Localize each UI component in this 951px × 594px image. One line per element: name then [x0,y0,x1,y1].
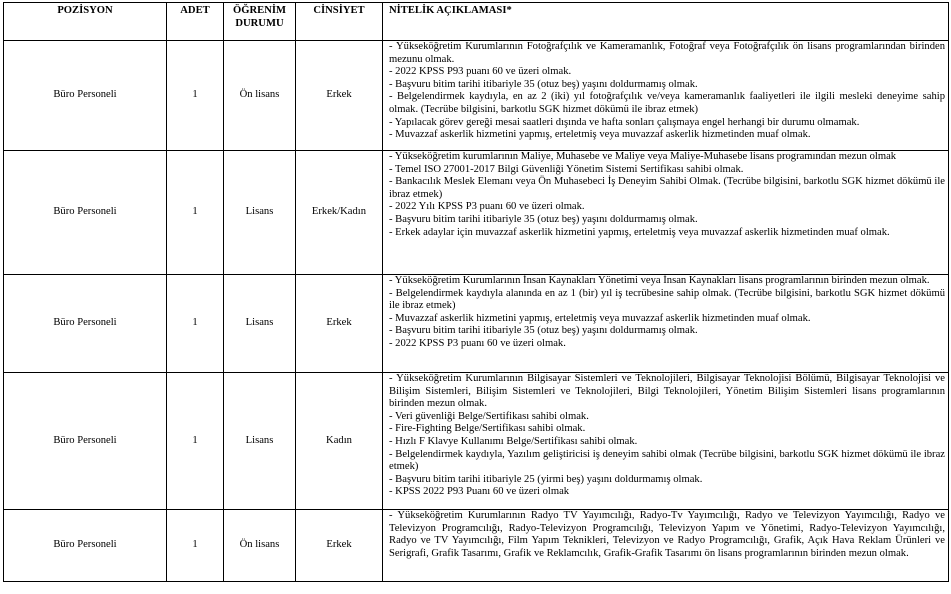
education-cell: Lisans [224,151,296,275]
qualification-item: - Bankacılık Meslek Elemanı veya Ön Muhasebeci İş Deneyim Sahibi Olmak. (Tecrübe bilgisini, barkotlu SGK hizmet dökümü ile ibraz etmek) [389,176,945,200]
position-cell: Büro Personeli [4,275,167,373]
gender-cell: Erkek [296,41,383,151]
position-cell: Büro Personeli [4,41,167,151]
qualification-item: - Başvuru bitim tarihi itibariyle 25 (yirmi beş) yaşını doldurmamış olmak. [389,473,703,485]
qualification-cell [383,41,949,151]
table-row [4,373,949,510]
qualification-item: - Temel ISO 27001-2017 Bilgi Güvenliği Yönetim Sistemi Sertifikası sahibi olmak. [389,163,744,175]
qualification-item: - Belgelendirmek kaydıyla alanında en az 1 (bir) yıl iş tecrübesine sahip olmak. (Tecrübe bilgisini, barkotlu SGK hizmet dökümü ile ibraz etmek) [389,287,945,312]
qualification-item: - KPSS 2022 P93 Puanı 60 ve üzeri olmak [389,486,570,498]
qualification-item: - Yükseköğretim kurumlarının Maliye, Muhasebe ve Maliye veya Maliye-Muhasebe lisans programından mezun olmak [389,151,897,162]
qualification-cell [383,275,949,373]
qualification-item: - Veri güvenliği Belge/Sertifikası sahibi olmak. [389,410,589,422]
table-row [4,41,949,151]
header-gender: CİNSİYET [296,3,383,41]
gender-cell: Kadın [296,373,383,510]
header-qualification: NİTELİK AÇIKLAMASI* [383,3,949,41]
qualification-cell [383,373,949,510]
qualification-item: - Yükseköğretim Kurumlarının Radyo TV Yayımcılığı, Radyo-Tv Yayımcılığı, Radyo ve Televizyon Yayımcılığı, Radyo ve Televizyon Programcılığı, Radyo-Televizyon Programcılığı, Televizyon Yapım ve Yönetimi, Radyo-Televizyon Yayımcılığı, Radyo ve TV Yayımcılığı, Film Yapım Teknikleri, Televizyon ve Radyo Programcılığı, Grafik, Açık Hava Reklam Ürünleri ve Serigrafi, Grafik Tasarımı, Grafik ve Reklamcılık, Grafik-Grafik Tasarımı ön lisans programlarının birinden mezun olmak. [389,510,945,559]
education-cell: Lisans [224,373,296,510]
header-education: ÖĞRENİM DURUMU [224,3,296,41]
position-cell: Büro Personeli [4,151,167,275]
count-cell: 1 [167,373,224,510]
education-cell: Ön lisans [224,510,296,582]
position-cell: Büro Personeli [4,510,167,582]
count-cell: 1 [167,510,224,582]
qualification-item: - Muvazzaf askerlik hizmetini yapmış, erteletmiş veya muvazzaf askerlik hizmetinden muaf olmak. [389,312,811,324]
qualification-item: - Yapılacak görev gereği mesai saatleri dışında ve hafta sonları çalışmaya engel herhangi bir durumu olmamak. [389,116,860,128]
table-row [4,151,949,275]
header-position: POZİSYON [4,3,167,41]
count-cell: 1 [167,151,224,275]
qualification-cell [383,151,949,275]
positions-table [3,2,949,582]
education-cell: Ön lisans [224,41,296,151]
gender-cell: Erkek/Kadın [296,151,383,275]
table-row [4,510,949,582]
qualification-item: - Yükseköğretim Kurumlarının İnsan Kaynakları Yönetimi veya İnsan Kaynakları lisans programlarının birinden mezun olmak. [389,275,930,286]
table-row [4,275,949,373]
qualification-item: - Hızlı F Klavye Kullanımı Belge/Sertifikası sahibi olmak. [389,435,638,447]
qualification-item: - 2022 Yılı KPSS P3 puanı 60 ve üzeri olmak. [389,201,585,213]
qualification-item: - Yükseköğretim Kurumlarının Fotoğrafçılık ve Kameramanlık, Fotoğraf veya Fotoğrafçılık ön lisans programlarından birinden mezunu olmak. [389,41,945,65]
education-cell: Lisans [224,275,296,373]
qualification-item: - Başvuru bitim tarihi itibariyle 35 (otuz beş) yaşını doldurmamış olmak. [389,78,698,90]
qualification-item: - 2022 KPSS P3 puanı 60 ve üzeri olmak. [389,337,566,349]
count-cell: 1 [167,41,224,151]
qualification-item: - Belgelendirmek kaydıyla, en az 2 (iki) yıl fotoğrafçılık ve/veya kameramanlık faaliyetleri ile ilgili mesleki deneyime sahip olmak. (Tecrübe bilgisini, barkotlu SGK hizmet dökümü ile ibraz etmek) [389,91,945,115]
qualification-item: - Yükseköğretim Kurumlarının Bilgisayar Sistemleri ve Teknolojileri, Bilgisayar Teknolojisi Bölümü, Bilgisayar Teknolojisi ve Bilişim Sistemleri, Bilişim Sistemleri ve Teknolojileri, Bilgi Teknolojileri, Yönetim Bilişim Sistemleri lisans programlarının birinden mezun olmak. [389,373,945,410]
qualification-item: - 2022 KPSS P93 puanı 60 ve üzeri olmak. [389,66,572,78]
qualification-item: - Erkek adaylar için muvazzaf askerlik hizmetini yapmış, erteletmiş veya muvazzaf askerlik hizmetinden muaf olmak. [389,226,890,238]
header-count: ADET [167,3,224,41]
count-cell: 1 [167,275,224,373]
qualification-item: - Muvazzaf askerlik hizmetini yapmış, erteletmiş veya muvazzaf askerlik hizmetinden muaf olmak. [389,129,811,141]
header-row [4,3,949,41]
qualification-cell [383,510,949,582]
position-cell: Büro Personeli [4,373,167,510]
gender-cell: Erkek [296,510,383,582]
qualification-item: - Belgelendirmek kaydıyla, Yazılım geliştiricisi iş deneyim sahibi olmak (Tecrübe bilgisini, barkotlu SGK hizmet dökümü ile ibraz etmek) [389,448,945,473]
qualification-item: - Fire-Fighting Belge/Sertifikası sahibi olmak. [389,423,586,435]
gender-cell: Erkek [296,275,383,373]
qualification-item: - Başvuru bitim tarihi itibariyle 35 (otuz beş) yaşını doldurmamış olmak. [389,213,698,225]
qualification-item: - Başvuru bitim tarihi itibariyle 35 (otuz beş) yaşını doldurmamış olmak. [389,325,698,337]
